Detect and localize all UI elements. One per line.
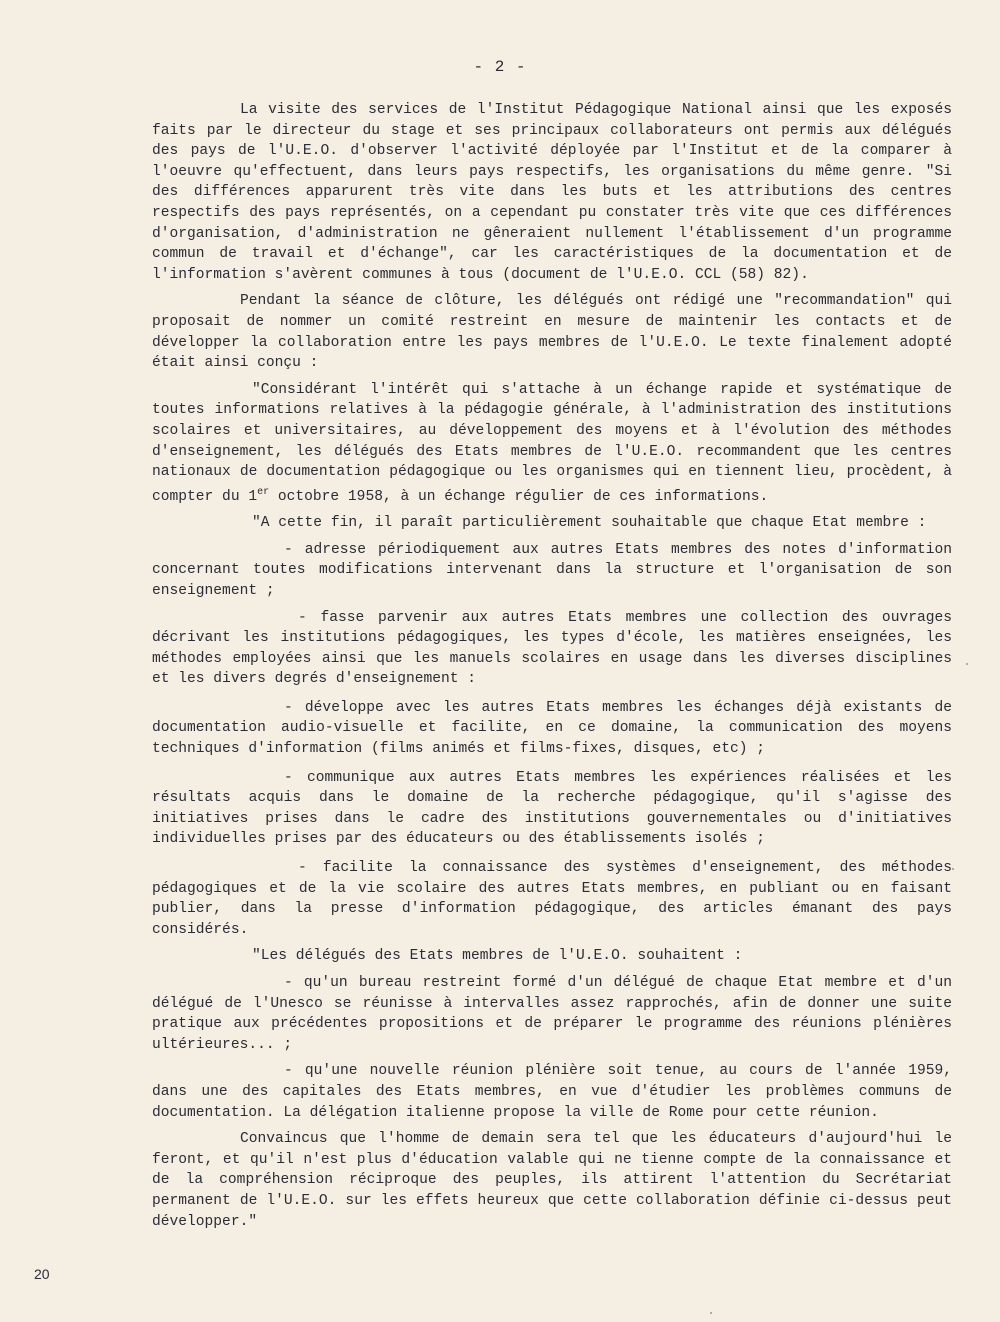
considering-text-a: "Considérant l'intérêt qui s'attache à un échange rapide et systématique de toutes informations relatives à la pédagogie générale, à l'administration des institutions scolaires et universitaires, au développement des moyens et à l'évolution des méthodes d'enseignement, les délégués des Etats membres de l'U.E.O. recommandent que les centres nationaux de documentation pédagogique ou les organismes qui en tiennent lieu, procèdent, à compter du 1 xyxy=(152,381,952,505)
list-item-collection: - fasse parvenir aux autres Etats membres une collection des ouvrages décrivant les institutions pédagogiques, les types d'école, les matières enseignées, les méthodes employées ainsi que les manuels scolaires en usage dans les diverses disciplines et les divers degrés d'enseignement : xyxy=(152,609,952,688)
list-item-audiovisual: - développe avec les autres Etats membres les échanges déjà existants de documentation audio-visuelle et facilite, en ce domaine, la communication des moyens techniques d'information (films animés et films-fixes, disques, etc) ; xyxy=(152,699,952,758)
list-item-plenary: - qu'une nouvelle réunion plénière soit tenue, au cours de l'année 1959, dans une des capitales des Etats membres, en vue d'étudier les problèmes communs de documentation. La délégation italienne propose la ville de Rome pour cette réunion. xyxy=(152,1063,952,1121)
paper-speck xyxy=(710,1312,712,1314)
list-item-experiences: - communique aux autres Etats membres les expériences réalisées et les résultats acquis dans le domaine de la recherche pédagogique, qu'il s'agisse des initiatives prises dans le cadre des institutions gouvernementales ou d'initiatives individuelles prises par des éducateurs ou des établissements isolés ; xyxy=(152,769,952,848)
paragraph-conclusion: Convaincus que l'homme de demain sera tel que les éducateurs d'aujourd'hui le feront, et qu'il n'est plus d'éducation valable qui ne tienne compte de la connaissance et de la compréhension réciproque des peuples, ils attirent l'attention du Secrétariat permanent de l'U.E.O. sur les effets heureux que cette collaboration définie ci-dessus peut développer." xyxy=(152,1131,952,1230)
page-marker: - 2 - xyxy=(473,58,527,76)
paragraph-wish: "Les délégués des Etats membres de l'U.E.O. souhaitent : xyxy=(252,948,743,965)
paragraph-considering xyxy=(152,380,952,507)
body-text xyxy=(152,100,952,1232)
paragraph-closing-session: Pendant la séance de clôture, les délégués ont rédigé une "recommandation" qui proposait de nommer un comité restreint en mesure de maintenir les contacts et de développer la collaboration entre les pays membres de l'U.E.O. Le texte finalement adopté était ainsi conçu : xyxy=(152,293,952,372)
ordinal-superscript: er xyxy=(257,486,270,498)
considering-text-b: octobre 1958, à un échange régulier de ces informations. xyxy=(269,488,769,505)
page-number: 20 xyxy=(34,1266,50,1282)
list-item-bureau: - qu'un bureau restreint formé d'un délégué de chaque Etat membre et d'un délégué de l'Unesco se réunisse à intervalles assez rapprochés, afin de donner une suite pratique aux précédentes propositions et de préparer le programme des réunions plénières ultérieures... ; xyxy=(152,975,952,1053)
paper-speck xyxy=(952,868,954,870)
paper-speck xyxy=(966,663,968,665)
list-item-systems: - facilite la connaissance des systèmes d'enseignement, des méthodes pédagogiques et de la vie scolaire des autres Etats membres, en publiant ou en faisant publier, dans la presse d'information pédagogique, des articles émanant des pays considérés. xyxy=(152,860,952,938)
paragraph-to-this-end: "A cette fin, il paraît particulièrement souhaitable que chaque Etat membre : xyxy=(252,515,927,532)
paragraph-visit: La visite des services de l'Institut Pédagogique National ainsi que les exposés faits par le directeur du stage et ses principaux collaborateurs ont permis aux délégués des pays de l'U.E.O. d'observer l'activité déployée par l'Institut et de la comparer à l'oeuvre qu'effectuent, dans leurs pays respectifs, les organisations du même genre. "Si des différences apparurent très vite dans les buts et les attributions des centres respectifs des pays représentés, on a cependant pu constater très vite que ces différences d'organisation, d'administration ne gêneraient nullement l'établissement d'un programme commun de travail et d'échange", car les caractéristiques de la documentation et de l'information s'avèrent communes à tous (document de l'U.E.O. CCL (58) 82). xyxy=(152,102,952,283)
list-item-notes: - adresse périodiquement aux autres Etats membres des notes d'information concernant toutes modifications intervenant dans la structure et l'organisation de son enseignement ; xyxy=(152,541,952,599)
